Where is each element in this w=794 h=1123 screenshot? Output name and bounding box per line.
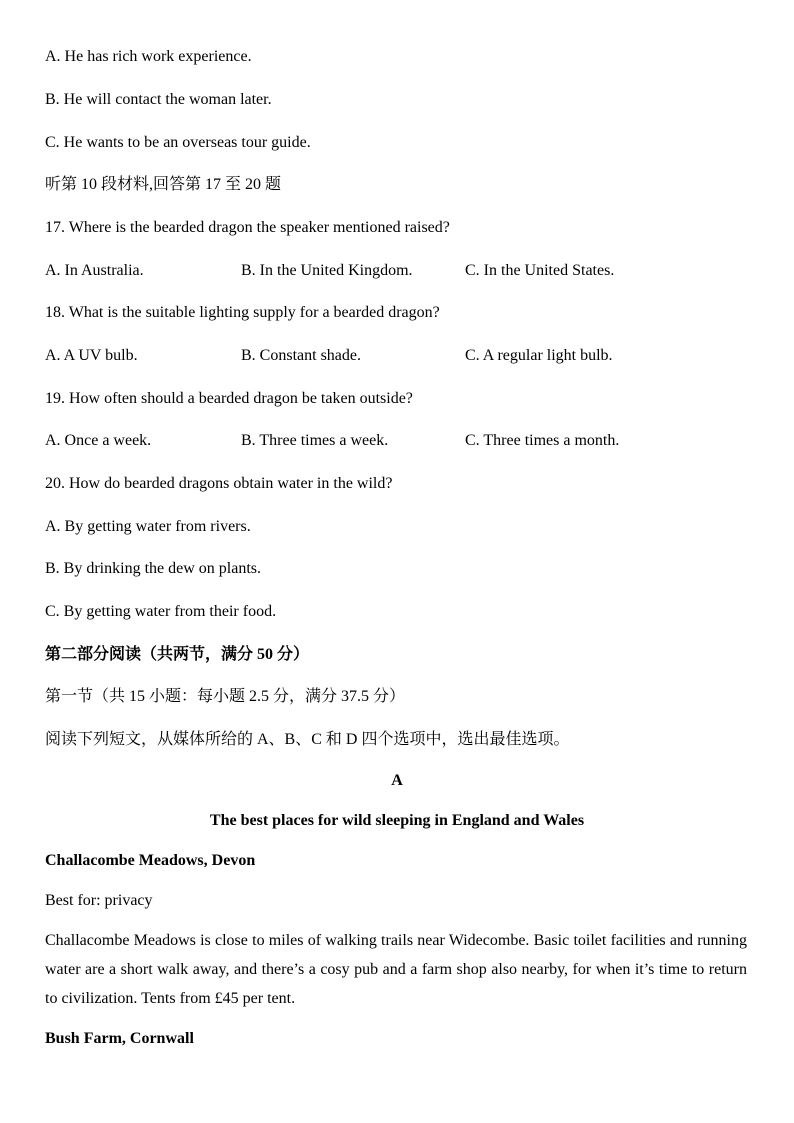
q20-option-a: A. By getting water from rivers. bbox=[45, 518, 251, 535]
q19-option-b: B. Three times a week. bbox=[241, 432, 389, 449]
place1-heading: Challacombe Meadows, Devon bbox=[45, 852, 256, 869]
q17-option-b: B. In the United Kingdom. bbox=[241, 262, 413, 279]
place1-best-for: Best for: privacy bbox=[45, 892, 153, 909]
q18-question: 18. What is the suitable lighting supply for a bearded dragon? bbox=[45, 304, 440, 321]
q16-option-c: C. He wants to be an overseas tour guide. bbox=[45, 134, 311, 151]
q18-option-a: A. A UV bulb. bbox=[45, 347, 138, 364]
q20-option-b: B. By drinking the dew on plants. bbox=[45, 560, 261, 577]
q20-question: 20. How do bearded dragons obtain water in the wild? bbox=[45, 475, 393, 492]
section1-heading: 第一节（共 15 小题：每小题 2.5 分，满分 37.5 分） bbox=[45, 688, 406, 705]
q19-option-c: C. Three times a month. bbox=[465, 432, 620, 449]
part2-heading: 第二部分阅读（共两节，满分 50 分） bbox=[45, 646, 310, 663]
passage-letter: A bbox=[391, 772, 403, 789]
q17-option-c: C. In the United States. bbox=[465, 262, 615, 279]
q18-option-b: B. Constant shade. bbox=[241, 347, 361, 364]
q16-option-b: B. He will contact the woman later. bbox=[45, 91, 272, 108]
q20-option-c: C. By getting water from their food. bbox=[45, 603, 277, 620]
q19-question: 19. How often should a bearded dragon be taken outside? bbox=[45, 390, 413, 407]
place2-heading: Bush Farm, Cornwall bbox=[45, 1030, 194, 1047]
q17-option-a: A. In Australia. bbox=[45, 262, 144, 279]
place1-description: Challacombe Meadows is close to miles of walking trails near Widecombe. Basic toilet facilities and running water are a short walk away, and there’s a cosy pub and a farm shop also nearby, for when it’s time to return to civilization. Tents from £45 per tent. bbox=[45, 932, 747, 1007]
q17-question: 17. Where is the bearded dragon the speaker mentioned raised? bbox=[45, 219, 450, 236]
q16-option-a: A. He has rich work experience. bbox=[45, 48, 252, 65]
reading-instruction: 阅读下列短文，从媒体所给的 A、B、C 和 D 四个选项中，选出最佳选项。 bbox=[45, 731, 570, 748]
q18-option-c: C. A regular light bulb. bbox=[465, 347, 613, 364]
q19-option-a: A. Once a week. bbox=[45, 432, 152, 449]
section10-intro: 听第 10 段材料,回答第 17 至 20 题 bbox=[45, 176, 282, 193]
passage-title: The best places for wild sleeping in England and Wales bbox=[209, 812, 585, 829]
